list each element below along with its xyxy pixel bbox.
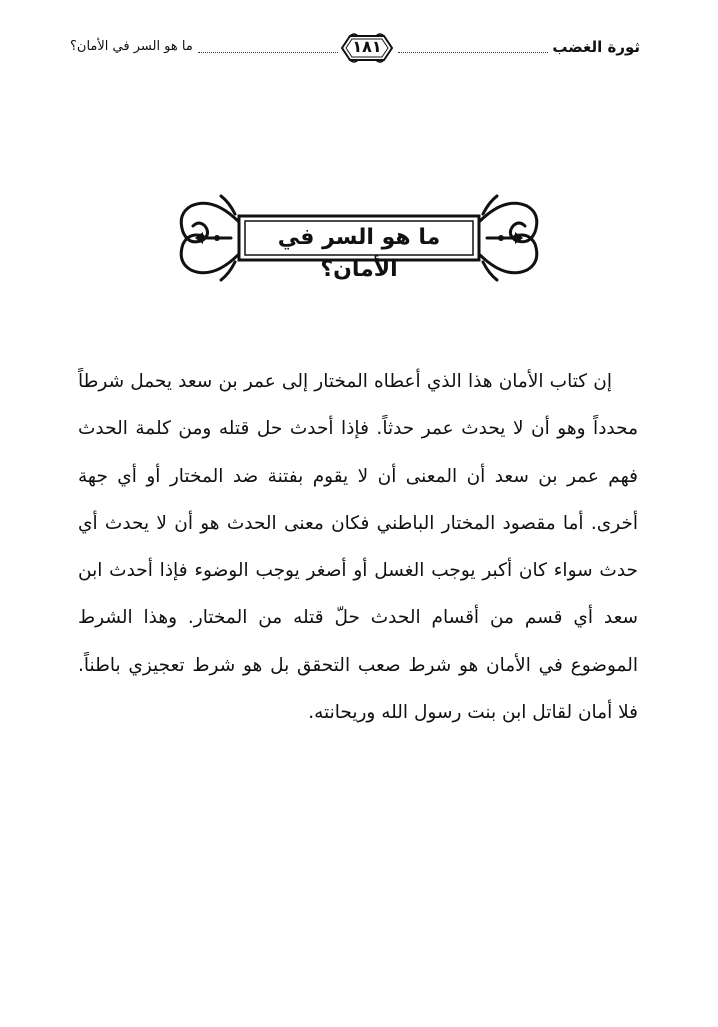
book-title: ثورة الغضب: [552, 38, 640, 56]
chapter-running-title: ما هو السر في الأمان؟: [70, 39, 193, 54]
body-paragraph: إن كتاب الأمان هذا الذي أعطاه المختار إلى عمر بن سعد يحمل شرطاً محدداً وهو أن لا يحدث عمر حدثاً. فإذا أحدث حل قتله ومن كلمة الحدث فهم عمر بن سعد أن المعنى أن لا يقوم بفتنة ضد المختار أو أي جهة أخرى. أما مقصود المختار الباطني فكان معنى الحدث هو أن لا يحدث أي حدث سواء كان أكبر يوجب الغسل أو أصغر يوجب الوضوء فإذا أحدث ابن سعد أي قسم من أقسام الحدث حلّ قتله من المختار. وهذا الشرط الموضوع في الأمان هو شرط صعب التحقق بل هو شرط تعجيزي باطناً. فلا أمان لقاتل ابن بنت رسول الله وريحانته.: [78, 371, 638, 724]
chapter-heading: ما هو السر في الأمان؟: [277, 225, 441, 282]
header-dots-left: [198, 52, 338, 53]
page-header: [70, 30, 640, 66]
page-number-badge: [338, 30, 396, 66]
chapter-heading-frame: [173, 192, 545, 284]
header-dots-right: [398, 52, 548, 53]
body-text: [78, 358, 638, 736]
page-number: ١٨١: [352, 37, 382, 56]
